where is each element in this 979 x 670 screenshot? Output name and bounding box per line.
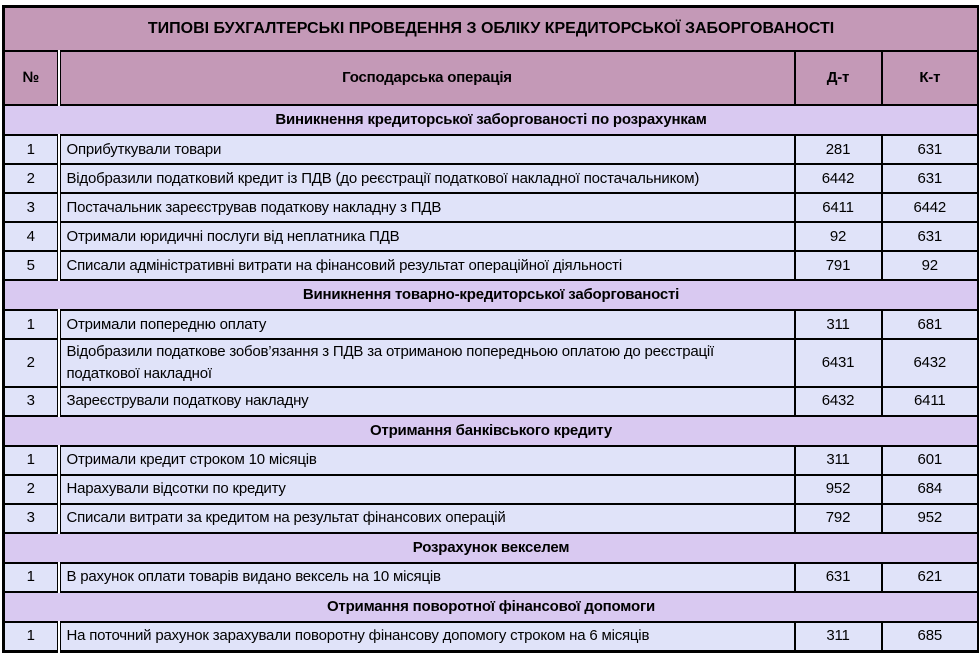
table-row (4, 193, 979, 222)
row-number: 2 (4, 164, 59, 193)
section-title: Отримання банківського кредиту (4, 416, 979, 446)
operation-cell: На поточний рахунок зарахували поворотну фінансову допомогу строком на 6 місяців (59, 622, 795, 652)
debit-cell: 311 (795, 310, 882, 339)
row-number: 2 (4, 339, 59, 387)
operation-cell: Зареєстрували податкову накладну (59, 387, 795, 416)
section-title: Розрахунок векселем (4, 533, 979, 563)
credit-cell: 621 (882, 563, 979, 592)
table-row (4, 622, 979, 652)
operation-cell: Списали адміністративні витрати на фінансовий результат операційної діяльності (59, 251, 795, 280)
debit-cell: 311 (795, 622, 882, 652)
credit-cell: 685 (882, 622, 979, 652)
debit-cell: 92 (795, 222, 882, 251)
credit-cell: 601 (882, 446, 979, 475)
table-row (4, 222, 979, 251)
credit-cell: 631 (882, 222, 979, 251)
credit-cell: 92 (882, 251, 979, 280)
column-header-credit: К-т (882, 51, 979, 105)
accounting-entries-table (2, 5, 979, 653)
debit-cell: 6442 (795, 164, 882, 193)
row-number: 3 (4, 504, 59, 533)
debit-cell: 952 (795, 475, 882, 504)
operation-cell: Отримали кредит строком 10 місяців (59, 446, 795, 475)
credit-cell: 681 (882, 310, 979, 339)
table-title-row (4, 7, 979, 52)
table-row (4, 475, 979, 504)
operation-cell: Оприбуткували товари (59, 135, 795, 164)
debit-cell: 791 (795, 251, 882, 280)
column-header-row (4, 51, 979, 105)
table-row (4, 504, 979, 533)
operation-cell: Отримали юридичні послуги від неплатника ПДВ (59, 222, 795, 251)
operation-cell: Отримали попередню оплату (59, 310, 795, 339)
debit-cell: 6431 (795, 339, 882, 387)
row-number: 1 (4, 310, 59, 339)
column-header-operation: Господарська операція (59, 51, 795, 105)
credit-cell: 6432 (882, 339, 979, 387)
table-row (4, 563, 979, 592)
table-row (4, 446, 979, 475)
column-header-debit: Д-т (795, 51, 882, 105)
credit-cell: 684 (882, 475, 979, 504)
table-title: ТИПОВІ БУХГАЛТЕРСЬКІ ПРОВЕДЕННЯ З ОБЛІКУ КРЕДИТОРСЬКОЇ ЗАБОРГОВАНОСТІ (4, 7, 979, 52)
operation-cell: В рахунок оплати товарів видано вексель на 10 місяців (59, 563, 795, 592)
section-title: Виникнення кредиторської заборгованості по розрахункам (4, 105, 979, 135)
operation-cell: Відобразили податкове зобов’язання з ПДВ за отриманою попередньою оплатою до реєстрації податкової накладної (59, 339, 795, 387)
debit-cell: 281 (795, 135, 882, 164)
row-number: 1 (4, 622, 59, 652)
column-header-num: № (4, 51, 59, 105)
section-header-row (4, 416, 979, 446)
table-row (4, 251, 979, 280)
row-number: 1 (4, 563, 59, 592)
operation-cell: Відобразили податковий кредит із ПДВ (до реєстрації податкової накладної постачальником) (59, 164, 795, 193)
debit-cell: 792 (795, 504, 882, 533)
operation-cell: Постачальник зареєстрував податкову накладну з ПДВ (59, 193, 795, 222)
row-number: 1 (4, 135, 59, 164)
row-number: 2 (4, 475, 59, 504)
row-number: 1 (4, 446, 59, 475)
row-number: 3 (4, 387, 59, 416)
debit-cell: 6432 (795, 387, 882, 416)
table-row (4, 339, 979, 387)
section-header-row (4, 280, 979, 310)
row-number: 5 (4, 251, 59, 280)
credit-cell: 6411 (882, 387, 979, 416)
row-number: 4 (4, 222, 59, 251)
section-header-row (4, 105, 979, 135)
credit-cell: 6442 (882, 193, 979, 222)
credit-cell: 952 (882, 504, 979, 533)
operation-cell: Списали витрати за кредитом на результат фінансових операцій (59, 504, 795, 533)
table-row (4, 310, 979, 339)
credit-cell: 631 (882, 164, 979, 193)
table-row (4, 135, 979, 164)
row-number: 3 (4, 193, 59, 222)
credit-cell: 631 (882, 135, 979, 164)
section-title: Виникнення товарно-кредиторської заборгованості (4, 280, 979, 310)
debit-cell: 311 (795, 446, 882, 475)
operation-cell: Нарахували відсотки по кредиту (59, 475, 795, 504)
section-title: Отримання поворотної фінансової допомоги (4, 592, 979, 622)
table-row (4, 387, 979, 416)
table-row (4, 164, 979, 193)
section-header-row (4, 533, 979, 563)
debit-cell: 631 (795, 563, 882, 592)
section-header-row (4, 592, 979, 622)
debit-cell: 6411 (795, 193, 882, 222)
